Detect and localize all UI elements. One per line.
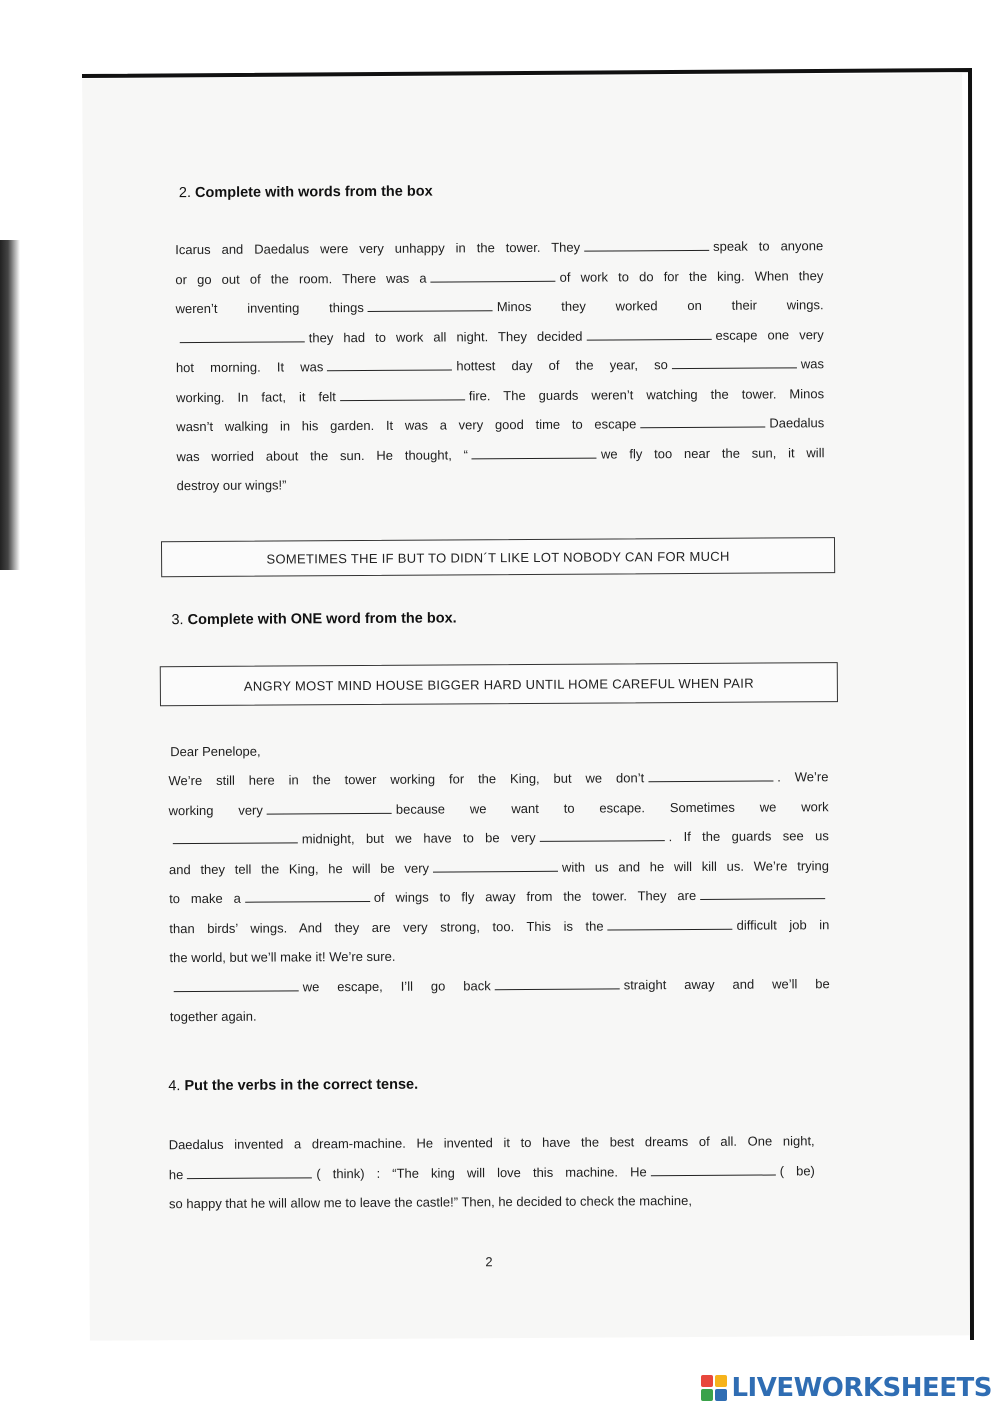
- text-line: [169, 910, 829, 944]
- line-text: we escape, I’ll go back: [302, 977, 491, 994]
- answer-blank[interactable]: [495, 976, 620, 990]
- section-3-paragraph: [168, 762, 830, 1032]
- line-text: ( think) : “The king will love this machine. He: [316, 1163, 647, 1181]
- line-text: hottest day of the year, so: [456, 357, 668, 374]
- page-number: 2: [485, 1254, 493, 1270]
- answer-blank[interactable]: [608, 916, 733, 930]
- text-line: [169, 851, 829, 885]
- answer-blank[interactable]: [431, 268, 556, 282]
- answer-blank[interactable]: [267, 800, 392, 814]
- line-text: . If the guards see us: [668, 828, 829, 845]
- line-text: because we want to escape. Sometimes we work: [395, 798, 829, 817]
- text-line: [170, 969, 830, 1003]
- line-text: than birds’ wings. And they are very strong, too. This is the: [169, 918, 604, 936]
- worksheet-page: [82, 73, 970, 1340]
- answer-blank[interactable]: [173, 830, 298, 844]
- brand-name: LIVEWORKSHEETS: [731, 1373, 992, 1403]
- section-4-heading: 4. Put the verbs in the correct tense.: [168, 1076, 419, 1095]
- text-line: [176, 408, 824, 441]
- section-3-word-box: ANGRY MOST MIND HOUSE BIGGER HARD UNTIL HOME CAREFUL WHEN PAIR: [160, 662, 838, 706]
- line-text: wasn’t walking in his garden. It was a very good time to escape: [176, 416, 637, 435]
- text-line: [169, 880, 829, 914]
- section-2-word-box: SOMETIMES THE IF BUT TO DIDN´T LIKE LOT NOBODY CAN FOR MUCH: [161, 537, 835, 577]
- line-text: hot morning. It was: [175, 359, 324, 376]
- liveworksheets-logo-icon: [701, 1375, 727, 1401]
- section-2-paragraph: [175, 231, 825, 500]
- line-text: we fly too near the sun, it will: [600, 444, 825, 462]
- answer-blank[interactable]: [584, 238, 709, 252]
- line-text: or go out of the room. There was a: [175, 270, 427, 287]
- liveworksheets-brand[interactable]: [701, 1373, 992, 1403]
- text-line: [176, 349, 824, 382]
- line-text: escape one very: [715, 326, 824, 343]
- line-text: working. In fact, it felt: [176, 388, 336, 405]
- line-text: of work to do for the king. When they: [559, 267, 824, 285]
- answer-blank[interactable]: [327, 357, 452, 371]
- line-text: so happy that he will allow me to leave the castle!” Then, he decided to check the machine,: [168, 1192, 693, 1212]
- text-line: [169, 1185, 815, 1218]
- text-line: [169, 821, 829, 855]
- line-text: with us and he will kill us. We’re trying: [561, 857, 830, 875]
- answer-blank[interactable]: [472, 445, 597, 459]
- answer-blank[interactable]: [648, 768, 773, 782]
- line-text: and they tell the King, he will be very: [168, 860, 430, 877]
- line-text: weren’t inventing things: [175, 299, 364, 317]
- text-line: [169, 792, 829, 826]
- answer-blank[interactable]: [174, 978, 299, 992]
- answer-blank[interactable]: [586, 326, 711, 340]
- answer-blank[interactable]: [368, 298, 493, 312]
- line-text: . We’re: [777, 769, 829, 785]
- line-text: destroy our wings!”: [176, 477, 287, 494]
- text-line: [169, 939, 829, 973]
- line-text: Daedalus: [769, 415, 825, 431]
- answer-blank[interactable]: [540, 828, 665, 842]
- answer-blank[interactable]: [640, 415, 765, 429]
- text-line: [176, 320, 824, 353]
- answer-blank[interactable]: [245, 889, 370, 903]
- line-text: difficult job in: [736, 916, 830, 933]
- section-2-heading: 2. Complete with words from the box: [178, 183, 433, 202]
- answer-blank[interactable]: [187, 1165, 312, 1179]
- line-text: straight away and we’ll be: [623, 975, 830, 992]
- text-line: [175, 231, 823, 264]
- line-text: working very: [168, 802, 263, 818]
- letter-greeting: Dear Penelope,: [170, 743, 261, 760]
- line-text: Daedalus invented a dream-machine. He invented it to have the best dreams of all. One night,: [168, 1133, 815, 1153]
- answer-blank[interactable]: [340, 387, 465, 401]
- text-line: [170, 998, 830, 1032]
- text-line: [177, 467, 825, 500]
- line-text: midnight, but we have to be very: [301, 829, 536, 847]
- line-text: the world, but we’ll make it! We’re sure.: [169, 948, 396, 966]
- line-text: together again.: [169, 1008, 257, 1025]
- text-line: [169, 1126, 815, 1159]
- text-line: [176, 438, 824, 471]
- answer-blank[interactable]: [433, 858, 558, 872]
- line-text: of wings to fly away from the tower. They are: [373, 887, 697, 905]
- answer-blank[interactable]: [651, 1162, 776, 1176]
- line-text: to make a: [169, 890, 241, 907]
- line-text: Icarus and Daedalus were very unhappy in the tower. They: [175, 239, 581, 258]
- section-4-paragraph: [169, 1126, 816, 1218]
- answer-blank[interactable]: [700, 886, 825, 900]
- section-3-heading: 3. Complete with ONE word from the box.: [171, 610, 457, 629]
- line-text: he: [168, 1166, 184, 1182]
- line-text: speak to anyone: [713, 238, 824, 254]
- line-text: Minos they worked on their wings.: [496, 297, 824, 315]
- text-line: [169, 1156, 815, 1189]
- answer-blank[interactable]: [180, 329, 305, 343]
- text-line: [175, 261, 823, 294]
- text-line: [176, 379, 824, 412]
- text-line: [168, 762, 828, 796]
- line-text: fire. The guards weren’t watching the tower. Minos: [468, 385, 825, 403]
- line-text: We’re still here in the tower working for the King, but we don’t: [168, 770, 645, 789]
- line-text: ( be): [779, 1162, 815, 1178]
- line-text: was: [800, 356, 824, 372]
- answer-blank[interactable]: [672, 355, 797, 369]
- text-line: [175, 290, 823, 323]
- line-text: they had to work all night. They decided: [308, 328, 583, 345]
- line-text: was worried about the sun. He thought, “: [176, 446, 468, 464]
- scan-shadow: [0, 240, 20, 570]
